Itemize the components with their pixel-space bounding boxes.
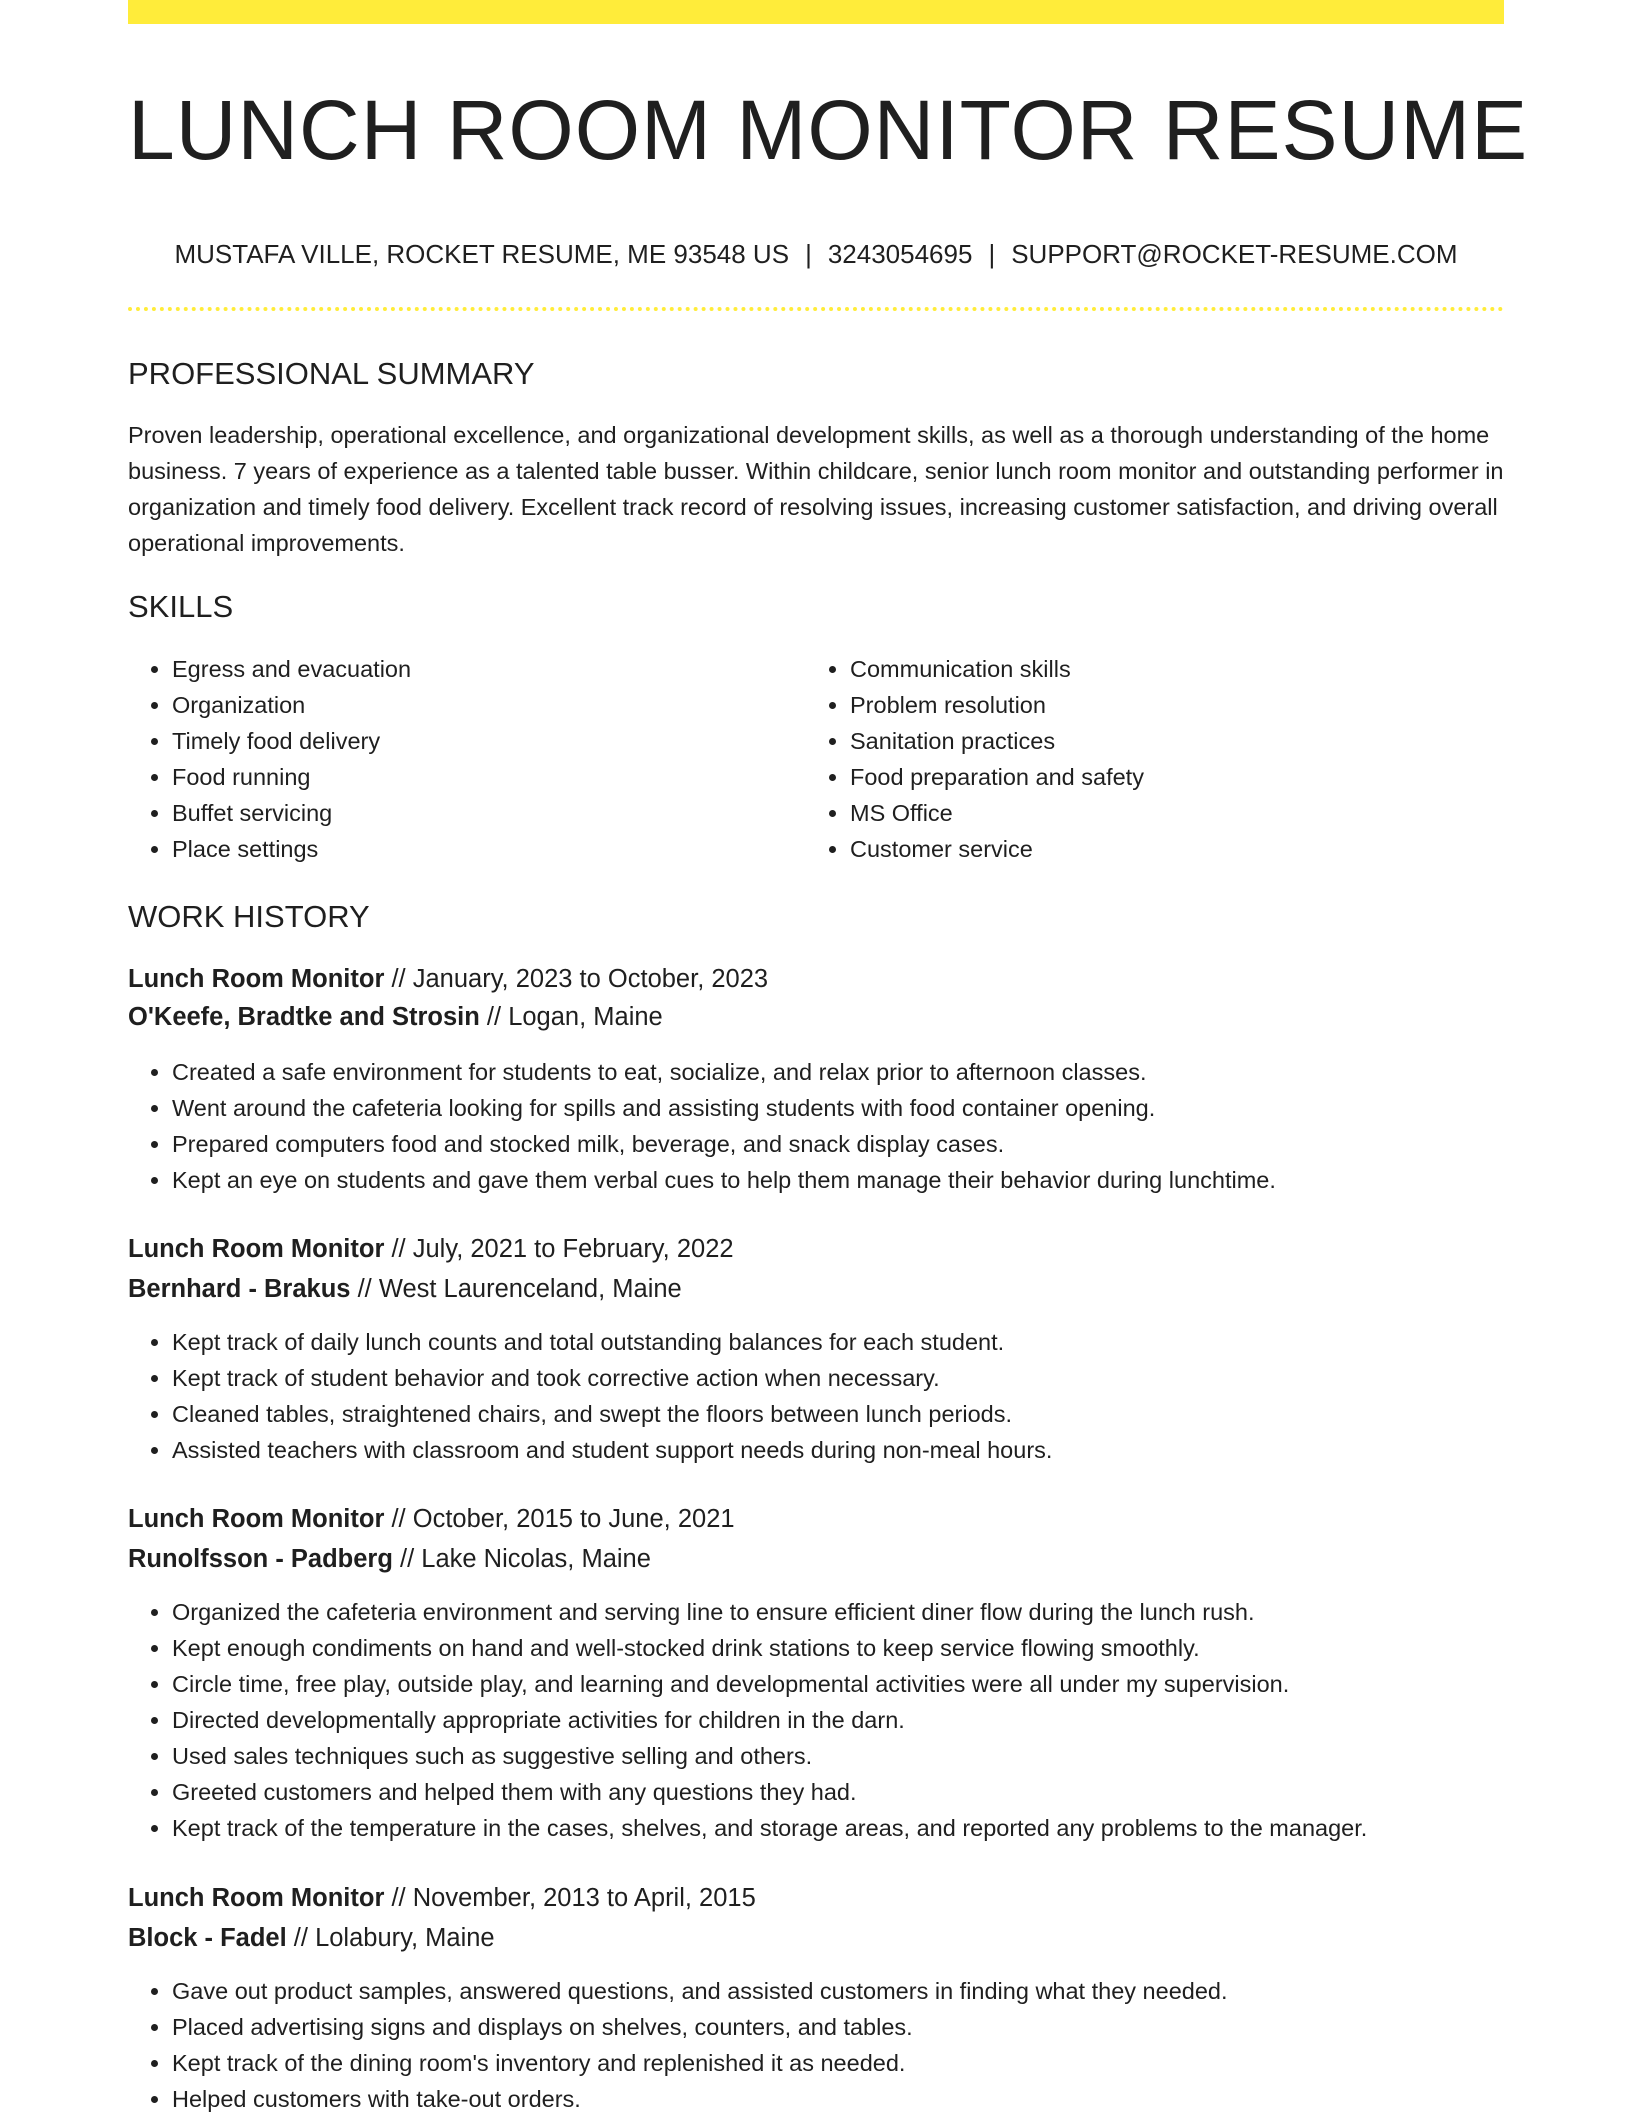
job-bullet: • Helped customers with take-out orders. [172, 2081, 1504, 2112]
skills-list-right [806, 651, 1466, 867]
skill-item: • Timely food delivery [172, 723, 788, 759]
skill-item: • Communication skills [850, 651, 1466, 687]
summary-text: Proven leadership, operational excellence, and organizational development skills, as well as a thorough understanding of the home business. 7 years of experience as a talented table busser. Within childcare, senior lunch room monitor and outstanding performer in organization and timely food delivery. Excellent track record of resolving issues, increasing customer satisfaction, and driving overall operational improvements. [128, 422, 1504, 556]
job-company-line [128, 1920, 495, 1956]
skill-item: • Egress and evacuation [172, 651, 788, 687]
job-company: Block - Fadel [128, 1924, 287, 1952]
job-company: Runolfsson - Padberg [128, 1545, 393, 1573]
job-location: Lake Nicolas, Maine [421, 1545, 651, 1573]
job-bullet: • Created a safe environment for students to eat, socialize, and relax prior to afternoon classes. [172, 1054, 1504, 1090]
top-accent-bar [128, 0, 1504, 24]
skill-item: • Sanitation practices [850, 723, 1466, 759]
job-bullets [128, 1594, 1504, 1846]
job-bullet-list [128, 1054, 1504, 1198]
job-bullet: • Kept track of daily lunch counts and total outstanding balances for each student. [172, 1324, 1504, 1360]
contact-address: MUSTAFA VILLE, ROCKET RESUME, ME 93548 US [174, 239, 790, 269]
skills-column-right [806, 651, 1466, 867]
job-location: Logan, Maine [508, 1003, 663, 1031]
skill-item: • Problem resolution [850, 687, 1466, 723]
job-title-line [128, 1501, 735, 1537]
job-bullets [128, 1054, 1504, 1198]
job-separator: // [391, 1884, 406, 1912]
job-bullet: • Prepared computers food and stocked milk, beverage, and snack display cases. [172, 1126, 1504, 1162]
job-bullet: • Kept enough condiments on hand and well-stocked drink stations to keep service flowing smoothly. [172, 1630, 1504, 1666]
job-dates: January, 2023 to October, 2023 [412, 965, 769, 993]
skill-item: • Buffet servicing [172, 795, 788, 831]
skill-item: • Food preparation and safety [850, 759, 1466, 795]
job-separator: // [400, 1545, 415, 1573]
job-dates: November, 2013 to April, 2015 [412, 1884, 756, 1912]
header-divider [128, 307, 1504, 311]
job-separator: // [357, 1275, 372, 1303]
job-bullet: • Directed developmentally appropriate activities for children in the darn. [172, 1702, 1504, 1738]
contact-email: SUPPORT@ROCKET-RESUME.COM [1011, 239, 1458, 269]
skill-item: • Customer service [850, 831, 1466, 867]
job-bullets [128, 1973, 1504, 2112]
job-company-line [128, 1271, 682, 1307]
job-bullet: • Circle time, free play, outside play, and learning and developmental activities were all under my supervision. [172, 1666, 1504, 1702]
job-bullet: • Organized the cafeteria environment and serving line to ensure efficient diner flow during the lunch rush. [172, 1594, 1504, 1630]
job-bullet: • Cleaned tables, straightened chairs, and swept the floors between lunch periods. [172, 1396, 1504, 1432]
resume-page [128, 0, 1529, 2112]
work-history-heading: WORK HISTORY [128, 899, 370, 934]
job-bullet-list [128, 1973, 1504, 2112]
contact-separator: | [805, 239, 812, 269]
job-bullet: • Gave out product samples, answered questions, and assisted customers in finding what they needed. [172, 1973, 1504, 2009]
job-separator: // [391, 965, 406, 993]
job-bullet-list [128, 1594, 1504, 1846]
job-bullet: • Used sales techniques such as suggestive selling and others. [172, 1738, 1504, 1774]
contact-separator: | [988, 239, 996, 269]
skill-item: • MS Office [850, 795, 1466, 831]
contact-line [128, 236, 1504, 272]
skill-item: • Food running [172, 759, 788, 795]
skill-item: • Organization [172, 687, 788, 723]
job-company: O'Keefe, Bradtke and Strosin [128, 1003, 480, 1031]
job-title-line [128, 1231, 734, 1267]
job-separator: // [391, 1505, 406, 1533]
job-separator: // [391, 1235, 406, 1263]
skills-list-left [128, 651, 788, 867]
skills-column-left [128, 651, 788, 867]
job-title-line [128, 961, 768, 997]
job-title: Lunch Room Monitor [128, 1235, 385, 1263]
job-bullets [128, 1324, 1504, 1468]
job-bullet: • Kept an eye on students and gave them verbal cues to help them manage their behavior during lunchtime. [172, 1162, 1504, 1198]
resume-title: LUNCH ROOM MONITOR RESUME [128, 83, 1529, 177]
job-title-line [128, 1880, 756, 1916]
job-title: Lunch Room Monitor [128, 1884, 385, 1912]
job-bullet-list [128, 1324, 1504, 1468]
job-bullet: • Kept track of the temperature in the cases, shelves, and storage areas, and reported any problems to the manager. [172, 1810, 1504, 1846]
job-location: Lolabury, Maine [315, 1924, 495, 1952]
job-dates: July, 2021 to February, 2022 [412, 1235, 734, 1263]
job-title: Lunch Room Monitor [128, 1505, 385, 1533]
contact-phone: 3243054695 [827, 239, 973, 269]
skills-heading: SKILLS [128, 589, 234, 624]
job-company-line [128, 1541, 651, 1577]
job-dates: October, 2015 to June, 2021 [412, 1505, 735, 1533]
job-bullet: • Kept track of student behavior and took corrective action when necessary. [172, 1360, 1504, 1396]
skill-item: • Place settings [172, 831, 788, 867]
job-bullet: • Placed advertising signs and displays on shelves, counters, and tables. [172, 2009, 1504, 2045]
job-bullet: • Assisted teachers with classroom and student support needs during non-meal hours. [172, 1432, 1504, 1468]
summary-heading: PROFESSIONAL SUMMARY [128, 356, 535, 391]
job-bullet: • Kept track of the dining room's inventory and replenished it as needed. [172, 2045, 1504, 2081]
job-bullet: • Went around the cafeteria looking for spills and assisting students with food container opening. [172, 1090, 1504, 1126]
job-company-line [128, 999, 663, 1035]
job-separator: // [486, 1003, 502, 1031]
job-bullet: • Greeted customers and helped them with any questions they had. [172, 1774, 1504, 1810]
job-separator: // [293, 1924, 308, 1952]
job-company: Bernhard - Brakus [128, 1275, 351, 1303]
job-location: West Laurenceland, Maine [378, 1275, 682, 1303]
job-title: Lunch Room Monitor [128, 965, 385, 993]
